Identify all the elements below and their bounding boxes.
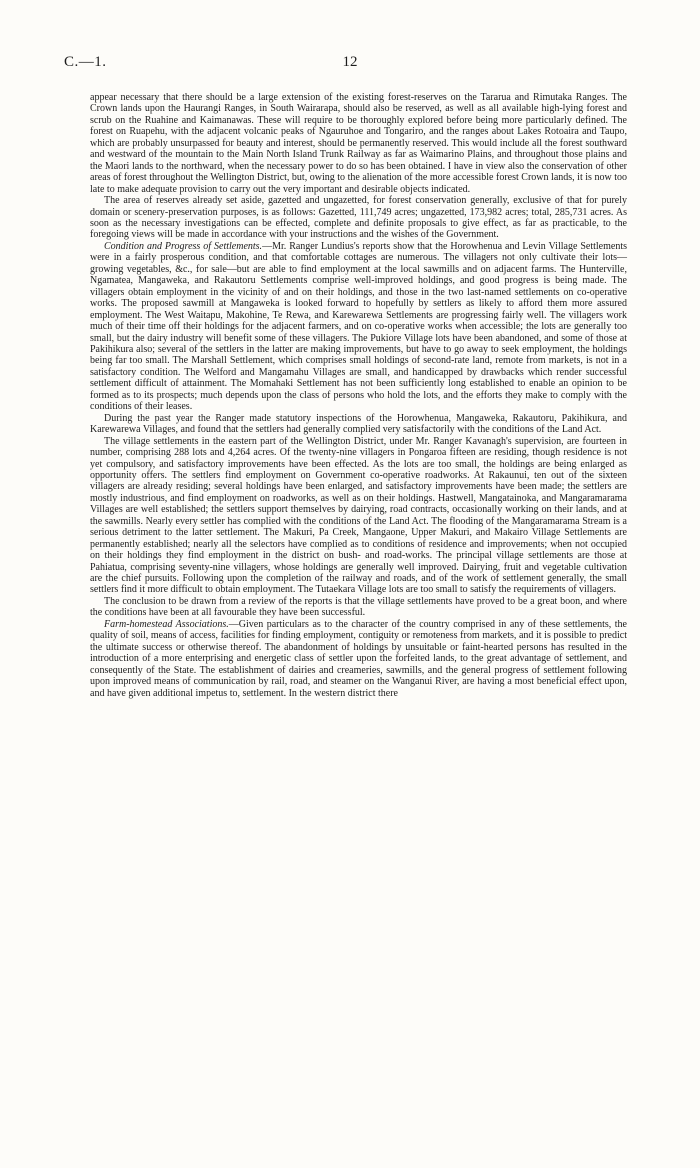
paragraph-text: —Given particulars as to the character of the country comprised in any of these settlements, the quality of soil, means of access, facilities for finding employment, contiguity or remoteness from markets, and it is possible to predict the ultimate success or otherwise thereof. The abandonment of holdings by unsuitable or faint-hearted persons has resulted in the introduction of a more enterprising and energetic class of settler upon the forfeited lands, to the great advantage of settlement, and consequently of the State. The establishment of dairies and creameries, sawmills, and the general progress of settlement following upon improved means of communication by rail, road, and steamer on the Wanganui River, are having a most beneficial effect upon, and have given additional impetus to, settlement. In the western district there (90, 618, 627, 699)
page-header (64, 54, 636, 76)
paragraph (90, 241, 627, 413)
paragraph (90, 619, 627, 699)
paragraph (90, 436, 627, 596)
paragraph-text: The area of reserves already set aside, gazetted and ungazetted, for forest conservation generally, exclusive of that for purely domain or scenery-preservation purposes, is as follows: Gazetted, 111,749 acres; ungazetted, 173,982 acres; total, 285,731 acres. As soon as the necessary investigations can be effected, complete and definite proposals to give effect, as far as practicable, to the foregoing views will be made in accordance with your instructions and the wishes of the Government. (90, 195, 627, 241)
paragraph-text: appear necessary that there should be a large extension of the existing forest-reserves on the Tararua and Rimutaka Ranges. The Crown lands upon the Haurangi Ranges, in South Wairarapa, should also be reserved, as well as all available high-lying forest and scrub on the Ruahine and Kaimanawas. These will require to be thoroughly explored before being more particularly defined. The forest on Ruapehu, with the adjacent volcanic peaks of Ngauruhoe and Tongariro, and the ranges about Lakes Rotoaira and Taupo, which are probably unsurpassed for beauty and interest, should be permanently reserved. This would include all the forest southward and westward of the mountain to the Main North Island Trunk Railway as far as Waimarino Plains, and throughout those plains and the Maori lands to the northward, when the necessary power to do so has been obtained. I have in view also the conservation of other areas of forest throughout the Wellington District, but, owing to the alienation of the more accessible forest Crown lands, it is now too late to make adequate provision to carry out the very important and desirable objects indicated. (90, 92, 627, 195)
section-heading: Farm-homestead Associations. (104, 618, 229, 630)
paragraph (90, 413, 627, 436)
paragraph-text: During the past year the Ranger made statutory inspections of the Horowhenua, Mangaweka, Rakautoru, Pakihikura, and Karewarewa Villages, and found that the settlers had generally complied very satisfactorily with the conditions of the Land Act. (90, 412, 627, 436)
paragraph (90, 195, 627, 241)
paragraph-text: The conclusion to be drawn from a review of the reports is that the village settlements have proved to be a great boon, and where the conditions have been at all favourable they have been successful. (90, 595, 627, 619)
paragraph-text: The village settlements in the eastern part of the Wellington District, under Mr. Ranger Kavanagh's supervision, are fourteen in number, comprising 288 lots and 4,264 acres. Of the twenty-nine villagers in Pongaroa fifteen are residing, though residence is not yet compulsory, and satisfactory improvements have been effected. As the lots are too small, the holdings are being enlarged as opportunity offers. The settlers find employment on Government co-operative roadworks. At Rakaunui, ten out of the sixteen villagers are already residing; several holdings have been enlarged, and satisfactory improvements have been made; the settlers are mostly industrious, and find employment on roadworks, as well as on their holdings. Hastwell, Mangatainoka, and Mangaramarama Villages are well established; the settlers support themselves by dairying, road contracts, occasionally working on their lands, and at the sawmills. Nearly every settler has complied with the conditions of the Land Act. The flooding of the Mangaramarama Stream is a serious detriment to the latter settlement. The Makuri, Pa Creek, Mangaone, Upper Makuri, and Makairo Village Settlements are permanently established; nearly all the selectors have complied as to conditions of residence and improvements; when not occupied on their holdings they find employment in the district on bush- and road-works. The principal village settlements are those at Pahiatua, comprising seventy-nine villagers, whose holdings are generally well improved. Dairying, fruit and vegetable cultivation are the chief pursuits. Following upon the completion of the railway and roads, and of the work of settlement generally, the small settlers find it more difficult to obtain employment. The Tutaekara Village lots are too small to satisfy the requirements of villagers. (90, 435, 627, 596)
body-text (90, 92, 627, 699)
section-heading: Condition and Progress of Settlements. (104, 240, 263, 252)
paragraph (90, 92, 627, 195)
paragraph (90, 596, 627, 619)
paragraph-text: —Mr. Ranger Lundius's reports show that the Horowhenua and Levin Village Settlements were in a fairly prosperous condition, and that comfortable cottages are numerous. The villagers not only cultivate their lots—growing vegetables, &c., for sale—but are able to find employment at the local sawmills and on adjacent farms. The Hunterville, Ngamatea, Mangaweka, and Rakautoru Settlements comprise well-improved holdings, and good progress is being made. The villagers obtain employment in the vicinity of and on their holdings, and those in the two last-named settlements on co-operative works. The proposed sawmill at Mangaweka is looked forward to hopefully by settlers as likely to afford them more assured employment. The West Waitapu, Makohine, Te Rewa, and Karewarewa Settlements are progressing fairly well. The villagers work much of their time off their holdings for the adjacent farmers, and on co-operative works when accessible; the lots are generally too small, but the dairy industry will benefit some of these villagers. The Pukiore Village lots have been abandoned, and some of those at Pakihikura also; several of the settlers in the latter are making improvements, but have to go away to seek employment, the holdings being far too small. The Marshall Settlement, which comprises small holdings of second-rate land, remote from markets, is not in a satisfactory condition. The Welford and Mangamahu Villages are small, and handicapped by drawbacks which render successful settlement difficult of attainment. The Momahaki Settlement has not been sufficiently long established to enable an opinion to be formed as to its prospects; much depends upon the class of persons who hold the lots, and the efforts they make to comply with the conditions of their leases. (90, 240, 628, 413)
document-reference: C.—1. (64, 54, 107, 70)
page-number: 12 (342, 54, 358, 70)
